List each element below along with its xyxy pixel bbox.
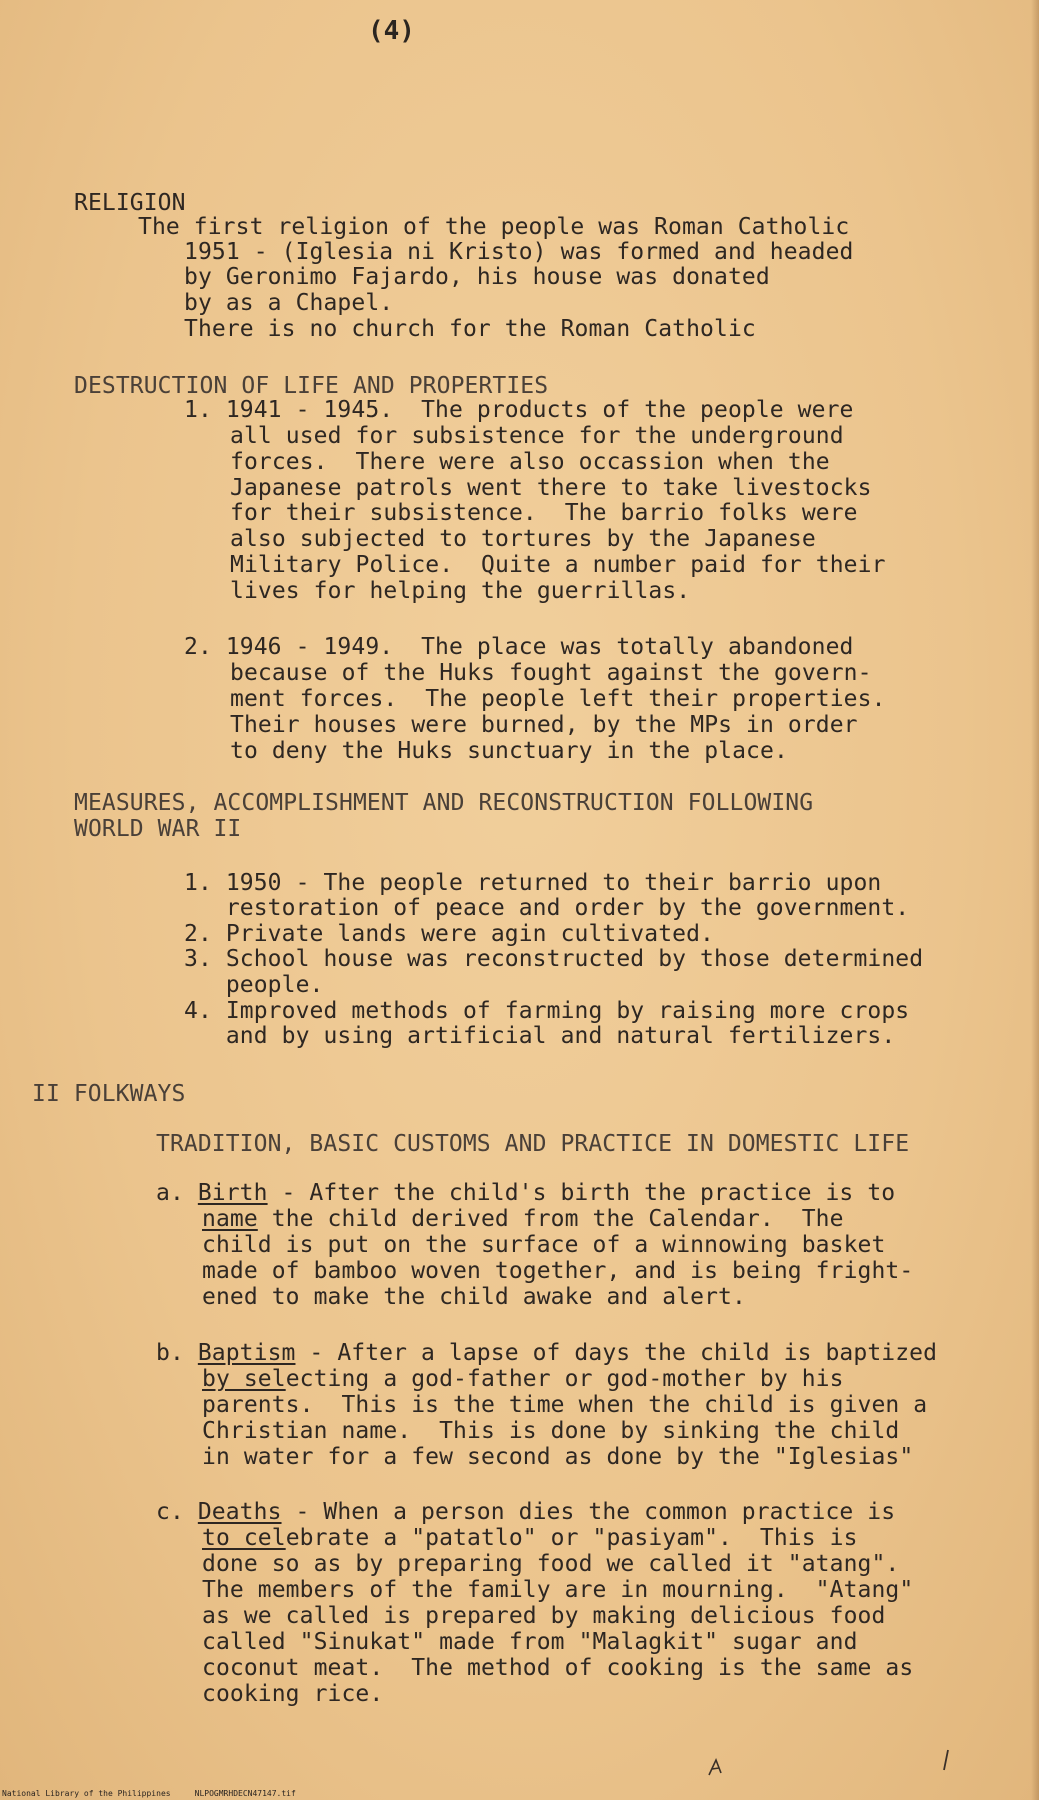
destruction-item2-line: ment forces. The people left their properties. [230, 686, 886, 712]
folkways-subheading: TRADITION, BASIC CUSTOMS AND PRACTICE IN DOMESTIC LIFE [156, 1131, 910, 1157]
pen-mark-icon [706, 1756, 728, 1778]
deaths-line: coconut meat. The method of cooking is the same as [202, 1655, 914, 1681]
page-number: (4) [368, 16, 415, 46]
destruction-item1-line: all used for subsistence for the underground [230, 423, 844, 449]
destruction-item1-line: Military Police. Quite a number paid for their [230, 552, 886, 578]
archive-footer: National Library of the Philippines NLPOGMRHDECN47147.tif [2, 1789, 296, 1798]
destruction-item1-line: 1. 1941 - 1945. The products of the people were [184, 397, 854, 423]
page-edge-shadow [1031, 0, 1039, 1800]
birth-first-line: a. Birth - After the child's birth the practice is to [156, 1180, 896, 1206]
birth-underlined: name [202, 1206, 258, 1232]
birth-line: ened to make the child awake and alert. [202, 1284, 746, 1310]
baptism-second-line [202, 1366, 844, 1392]
destruction-item1-line: also subjected to tortures by the Japanese [230, 526, 816, 552]
birth-second-line [202, 1206, 844, 1232]
measures-line: 1. 1950 - The people returned to their barrio upon [184, 870, 882, 896]
deaths-text: - When a person dies the common practice is [281, 1499, 896, 1525]
deaths-line: done so as by preparing food we called it "atang". [202, 1551, 900, 1577]
birth-label: Birth [197, 1180, 268, 1206]
deaths-first-line: c. Deaths - When a person dies the common practice is [156, 1499, 896, 1525]
birth-line: child is put on the surface of a winnowing basket [202, 1232, 886, 1258]
destruction-item2-line: Their houses were burned, by the MPs in order [230, 712, 858, 738]
measures-heading-2: WORLD WAR II [74, 816, 242, 842]
deaths-underlined: to cel [202, 1525, 286, 1551]
destruction-item1-line: forces. There were also occassion when the [230, 449, 830, 475]
baptism-line: parents. This is the time when the child is given a [202, 1392, 928, 1418]
religion-line: 1951 - (Iglesia ni Kristo) was formed and headed [184, 239, 854, 265]
baptism-underlined: by sel [202, 1366, 286, 1392]
deaths-line: as we called is prepared by making delicious food [202, 1603, 886, 1629]
birth-text: the child derived from the Calendar. The [257, 1206, 844, 1232]
destruction-item2-line: 2. 1946 - 1949. The place was totally abandoned [184, 634, 854, 660]
baptism-line: Christian name. This is done by sinking the child [202, 1418, 900, 1444]
deaths-label: Deaths [197, 1499, 282, 1525]
baptism-text: ecting a god-father or god-mother by his [285, 1366, 844, 1392]
birth-line: made of bamboo woven together, and is being fright- [202, 1258, 914, 1284]
religion-line: by Geronimo Fajardo, his house was donated [184, 264, 770, 290]
destruction-item1-line: for their subsistence. The barrio folks were [230, 500, 858, 526]
destruction-item2-line: because of the Huks fought against the govern- [230, 660, 872, 686]
measures-heading: MEASURES, ACCOMPLISHMENT AND RECONSTRUCTION FOLLOWING [74, 790, 814, 816]
deaths-text: ebrate a "patatlo" or "pasiyam". This is [285, 1525, 858, 1551]
baptism-label: Baptism [197, 1340, 296, 1366]
measures-line: and by using artificial and natural fertilizers. [184, 1023, 896, 1049]
religion-line: The first religion of the people was Roman Catholic [138, 214, 850, 240]
birth-text: - After the child's birth the practice is to [267, 1180, 896, 1206]
measures-line: 3. School house was reconstructed by those determined [184, 946, 924, 972]
deaths-line: cooking rice. [202, 1681, 384, 1707]
destruction-item2-line: to deny the Huks sunctuary in the place. [230, 738, 788, 764]
destruction-item1-line: lives for helping the guerrillas. [230, 578, 691, 604]
destruction-item1-line: Japanese patrols went there to take livestocks [230, 475, 872, 501]
religion-line: by as a Chapel. [184, 290, 394, 316]
measures-line: people. [184, 972, 324, 998]
baptism-first-line: b. Baptism - After a lapse of days the child is baptized [156, 1340, 938, 1366]
folkways-heading: II FOLKWAYS [32, 1081, 186, 1107]
pen-stroke-icon [940, 1748, 952, 1772]
measures-line: restoration of peace and order by the government. [184, 895, 910, 921]
destruction-heading: DESTRUCTION OF LIFE AND PROPERTIES [74, 373, 549, 399]
deaths-line: called "Sinukat" made from "Malagkit" sugar and [202, 1629, 858, 1655]
religion-line: There is no church for the Roman Catholic [184, 316, 756, 342]
deaths-line: The members of the family are in mourning. "Atang" [202, 1577, 914, 1603]
measures-line: 4. Improved methods of farming by raising more crops [184, 998, 910, 1024]
religion-heading: RELIGION [74, 190, 186, 216]
baptism-text: - After a lapse of days the child is baptized [295, 1340, 938, 1366]
baptism-line: in water for a few second as done by the "Iglesias" [202, 1444, 914, 1470]
measures-line: 2. Private lands were agin cultivated. [184, 921, 714, 947]
deaths-second-line [202, 1525, 858, 1551]
